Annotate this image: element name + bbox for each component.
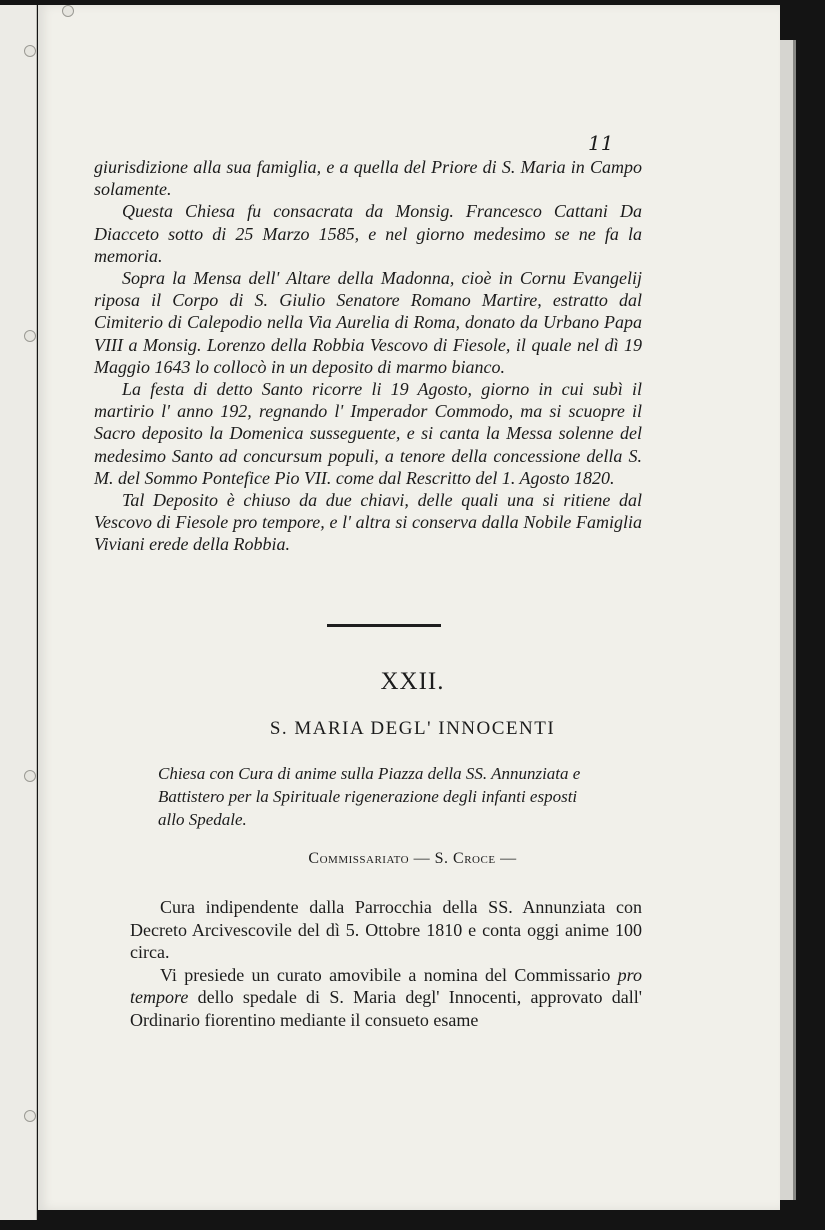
curato-text-italic: pro tempore	[130, 964, 643, 1007]
commissariato-separator: —	[409, 850, 435, 867]
section-subtitle	[158, 762, 636, 831]
paragraph-cura: Cura indipendente dalla Parrocchia della SS. Annunziata con Decreto Arcivescovile del dì 5. Ottobre 1810 e conta oggi anime 100 circa.	[130, 897, 642, 962]
subtitle-line: allo Spedale.	[158, 810, 247, 829]
section-title: S. MARIA DEGL' INNOCENTI	[269, 718, 556, 739]
page-number: 11	[588, 131, 614, 155]
commissariato-place: S. Croce	[434, 850, 496, 867]
curato-text-rest: dello spedale di S. Maria degl' Innocenti, approvato dall' Ordinario fiorentino mediante il consueto esame	[130, 987, 642, 1030]
paragraph-jurisdiction: giurisdizione alla sua famiglia, e a quella del Priore di S. Maria in Campo solamente.	[94, 157, 642, 200]
section-divider	[327, 624, 441, 627]
binding-stitch	[62, 5, 74, 17]
paragraph-deposit-keys: Tal Deposito è chiuso da due chiavi, delle quali una si ritiene dal Vescovo di Fiesole pro tempore, e l' altra si conserva dalla Nobile Famiglia Viviani erede della Robbia.	[94, 490, 642, 555]
curato-text-start: Vi presiede un curato amovibile a nomina del Commissario	[160, 964, 611, 985]
commissariato-end: —	[495, 850, 517, 867]
binding-stitch-hole	[24, 45, 36, 57]
paragraph-feast: La festa di detto Santo ricorre li 19 Agosto, giorno in cui subì il martirio l' anno 192, regnando l' Imperador Commodo, ma si scuopre il Sacro deposito la Domenica susseguente, e si canta la Messa solenne del medesimo Santo ad concursum populi, a tenore della concessione della S. M. del Sommo Pontefice Pio VII. come dal Rescritto del 1. Agosto 1820.	[94, 379, 642, 488]
section-number: XXII.	[380, 668, 445, 695]
paragraph-relics: Sopra la Mensa dell' Altare della Madonna, cioè in Cornu Evangelij riposa il Corpo di S. Giulio Senatore Romano Martire, estratto dal Cimiterio di Calepodio nella Via Aurelia di Roma, donato da Urbano Papa VIII a Monsig. Lorenzo della Robbia Vescovo di Fiesole, il quale nel dì 19 Maggio 1643 lo collocò in un deposito di marmo bianco.	[94, 268, 642, 377]
binding-stitch-hole	[24, 770, 36, 782]
commissariato-label: Commissariato	[308, 850, 410, 867]
paragraph-curato	[130, 964, 642, 1032]
subtitle-line: Chiesa con Cura di anime sulla Piazza della SS. Annunziata e	[158, 764, 581, 783]
commissariato-line	[0, 850, 825, 868]
upper-text-block	[94, 156, 642, 556]
subtitle-line: Battistero per la Spirituale rigenerazione degli infanti esposti	[158, 787, 578, 806]
left-page-edge	[0, 5, 37, 1220]
paragraph-consecration: Questa Chiesa fu consacrata da Monsig. Francesco Cattani Da Diacceto sotto di 25 Marzo 1585, e nel giorno medesimo se ne fa la memoria.	[94, 201, 642, 266]
binding-stitch-hole	[24, 330, 36, 342]
lower-text-block	[130, 896, 642, 1031]
binding-stitch-hole	[24, 1110, 36, 1122]
